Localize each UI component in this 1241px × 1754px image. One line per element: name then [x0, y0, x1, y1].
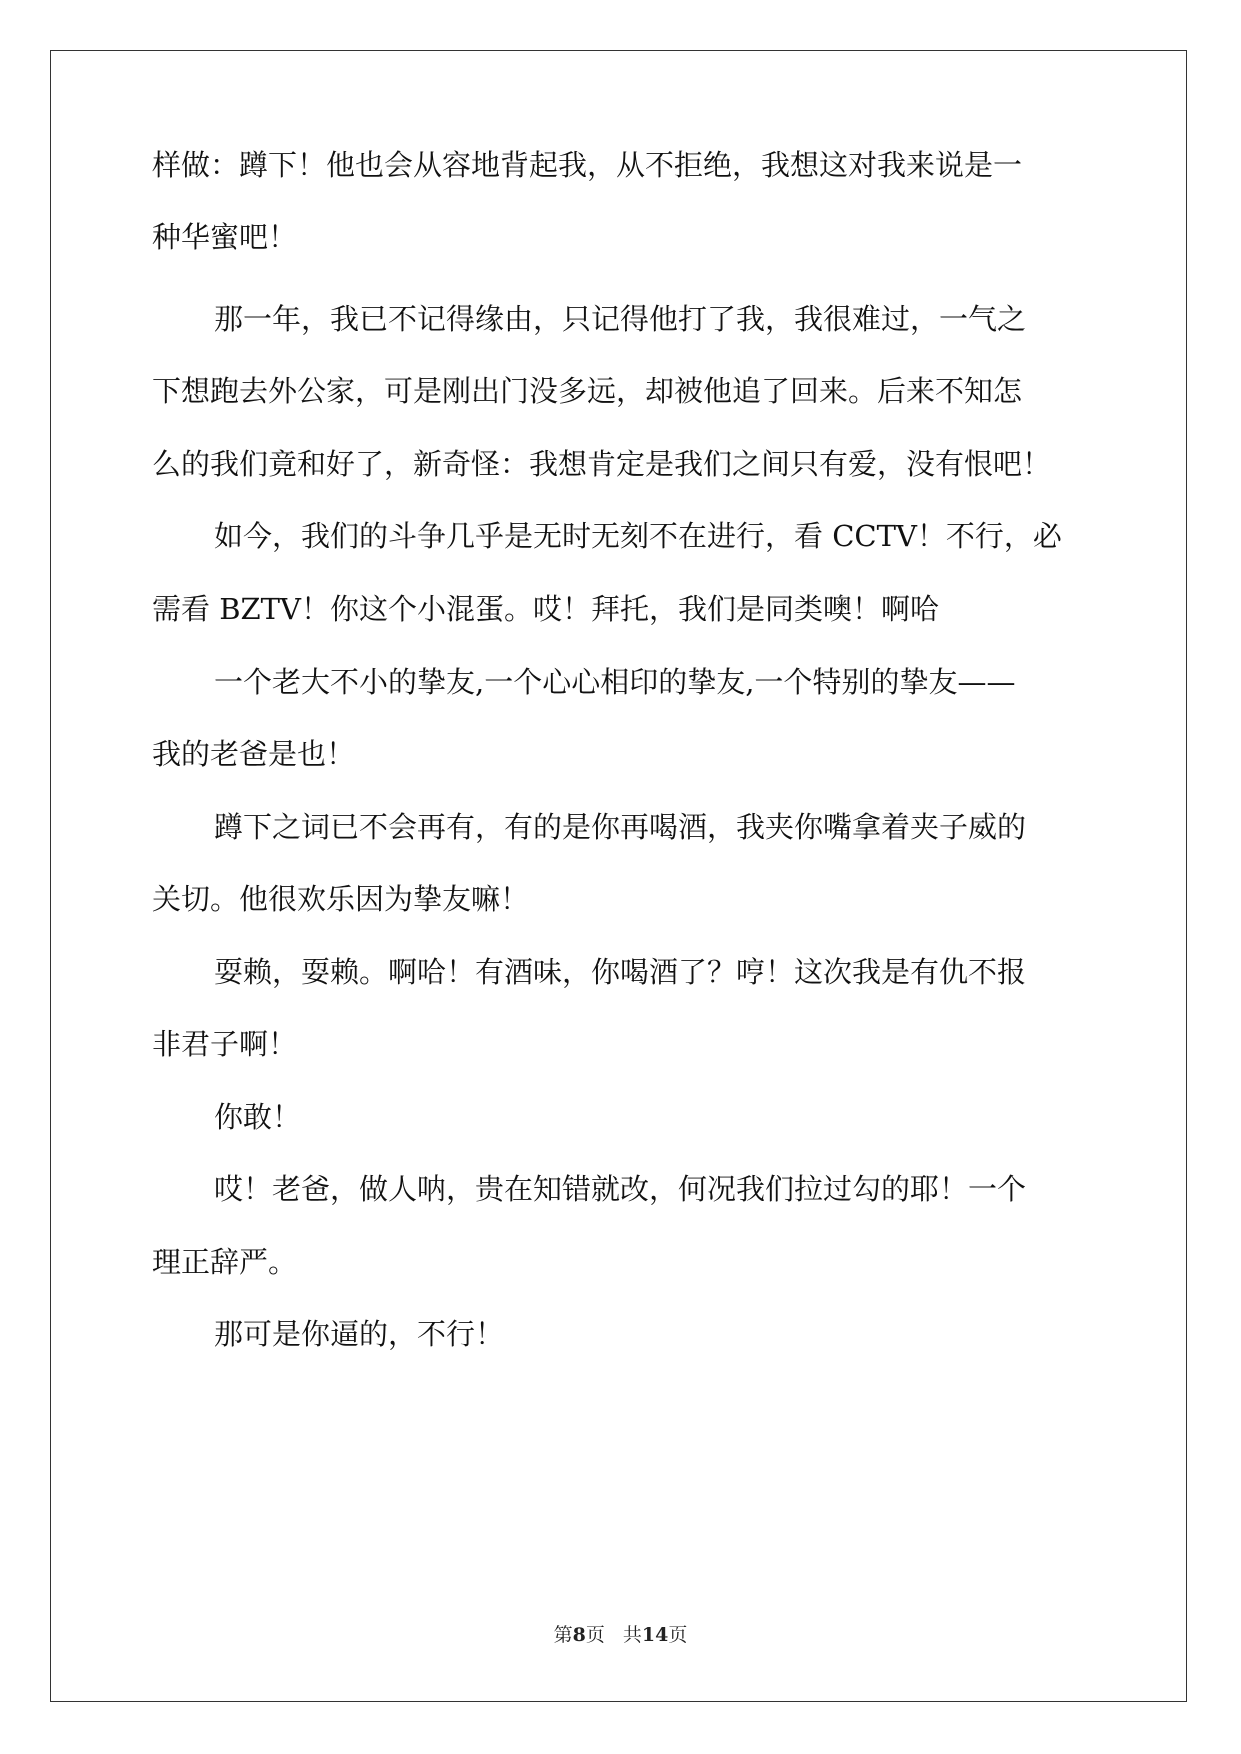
- paragraph-start-line: 那一年，我已不记得缘由，只记得他打了我，我很难过，一气之: [214, 302, 1027, 336]
- page-prefix: 第: [553, 1624, 573, 1646]
- text-line: 关切。他很欢乐因为挚友嘛！: [152, 882, 530, 916]
- total-prefix: 共: [622, 1624, 642, 1646]
- paragraph-start-line: 哎！老爸，做人呐，贵在知错就改，何况我们拉过勾的耶！一个: [214, 1172, 1027, 1206]
- total-pages: 14: [641, 1624, 669, 1646]
- text-line: 么的我们竟和好了，新奇怪：我想肯定是我们之间只有爱，没有恨吧！: [152, 447, 1052, 481]
- page-footer: [0, 1620, 1241, 1647]
- paragraph-start-line: 蹲下之词已不会再有，有的是你再喝酒，我夹你嘴拿着夹子威的: [214, 810, 1027, 844]
- total-suffix: 页: [668, 1624, 688, 1646]
- paragraph-start-line: 如今，我们的斗争几乎是无时无刻不在进行，看 CCTV！不行，必: [214, 519, 1062, 553]
- text-line: 需看 BZTV！你这个小混蛋。哎！拜托，我们是同类噢！啊哈: [152, 592, 939, 626]
- text-line: 下想跑去外公家，可是刚出门没多远，却被他追了回来。后来不知怎: [152, 374, 1023, 408]
- text-line: 理正辞严。: [152, 1245, 298, 1279]
- text-line: 种华蜜吧！: [152, 220, 298, 254]
- text-line: 非君子啊！: [152, 1027, 298, 1061]
- page-border: [50, 50, 1187, 1702]
- paragraph-start-line: 一个老大不小的挚友,一个心心相印的挚友,一个特别的挚友——: [214, 665, 1016, 699]
- page-number: 8: [572, 1624, 586, 1646]
- paragraph-start-line: 耍赖，耍赖。啊哈！有酒味，你喝酒了？哼！这次我是有仇不报: [214, 955, 1027, 989]
- text-line: 样做：蹲下！他也会从容地背起我，从不拒绝，我想这对我来说是一: [152, 148, 1023, 182]
- paragraph-start-line: 你敢！: [214, 1100, 302, 1134]
- text-line: 我的老爸是也！: [152, 737, 356, 771]
- page-suffix: 页: [585, 1624, 605, 1646]
- paragraph-start-line: 那可是你逼的，不行！: [214, 1317, 505, 1351]
